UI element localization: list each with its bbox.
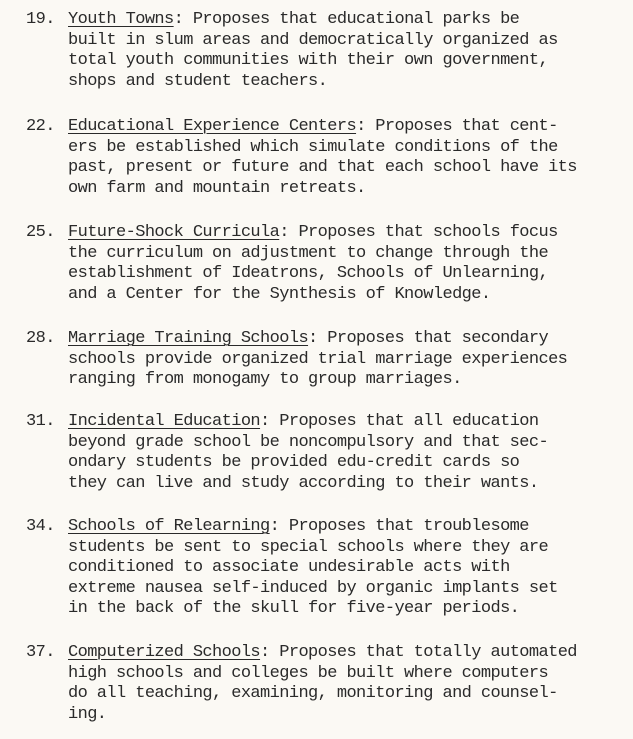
item-text: extreme nausea self-induced by organic implants set: [68, 578, 558, 598]
item-title: Schools of Relearning: [68, 517, 270, 536]
item-number: 37.: [26, 643, 55, 662]
item-title: Incidental Education: [68, 412, 261, 431]
item-first-line: [26, 412, 626, 433]
item-text: beyond grade school be noncompulsory and that sec-: [68, 432, 549, 452]
item-text: and a Center for the Synthesis of Knowledge.: [68, 284, 491, 304]
item-text: do all teaching, examining, monitoring and counsel-: [68, 684, 558, 703]
item-first-line: [26, 643, 626, 664]
item-text: shops and student teachers.: [68, 71, 328, 91]
item-text: ing.: [68, 704, 107, 724]
list-item: [26, 10, 626, 92]
item-text: : Proposes that secondary: [308, 329, 549, 348]
item-title: Computerized Schools: [68, 643, 261, 662]
item-text: in the back of the skull for five-year periods.: [68, 599, 520, 618]
item-first-line: [26, 223, 626, 244]
item-text: ondary students be provided edu-credit cards so: [68, 453, 520, 472]
item-text: past, present or future and that each school have its: [68, 158, 577, 177]
item-number: 28.: [26, 329, 55, 348]
item-text: the curriculum on adjustment to change through the: [68, 243, 549, 263]
list-item: [26, 223, 626, 305]
item-text: : Proposes that all education: [260, 412, 539, 431]
item-text: : Proposes that troublesome: [269, 517, 529, 536]
item-text: : Proposes that educational parks be: [173, 10, 520, 29]
item-number: 31.: [26, 412, 55, 431]
item-number: 25.: [26, 223, 55, 242]
item-text: conditioned to associate undesirable acts with: [68, 558, 510, 577]
item-number: 22.: [26, 117, 55, 136]
list-item: [26, 329, 626, 391]
item-text: total youth communities with their own government,: [68, 51, 549, 70]
item-title: Youth Towns: [68, 10, 174, 29]
item-text: built in slum areas and democratically organized as: [68, 30, 558, 50]
list-item: [26, 117, 626, 199]
item-first-line: [26, 10, 626, 31]
item-number: 34.: [26, 517, 55, 536]
item-text: own farm and mountain retreats.: [68, 178, 366, 198]
list-item: [26, 412, 626, 494]
item-first-line: [26, 329, 626, 350]
item-title: Marriage Training Schools: [68, 329, 309, 348]
item-title: Educational Experience Centers: [68, 117, 357, 136]
item-text: : Proposes that totally automated: [260, 643, 577, 662]
item-text: schools provide organized trial marriage experiences: [68, 349, 568, 369]
item-text: establishment of Ideatrons, Schools of Unlearning,: [68, 264, 549, 283]
item-text: they can live and study according to their wants.: [68, 473, 539, 493]
item-text: ers be established which simulate conditions of the: [68, 137, 558, 157]
item-text: ranging from monogamy to group marriages.: [68, 370, 462, 389]
item-text: : Proposes that schools focus: [279, 223, 558, 242]
item-text: : Proposes that cent-: [356, 117, 558, 136]
item-first-line: [26, 517, 626, 538]
item-title: Future-Shock Curricula: [68, 223, 280, 242]
item-text: students be sent to special schools where they are: [68, 537, 549, 557]
item-text: high schools and colleges be built where computers: [68, 663, 549, 683]
item-first-line: [26, 117, 626, 138]
item-number: 19.: [26, 10, 55, 29]
list-item: [26, 517, 626, 620]
list-item: [26, 643, 626, 725]
